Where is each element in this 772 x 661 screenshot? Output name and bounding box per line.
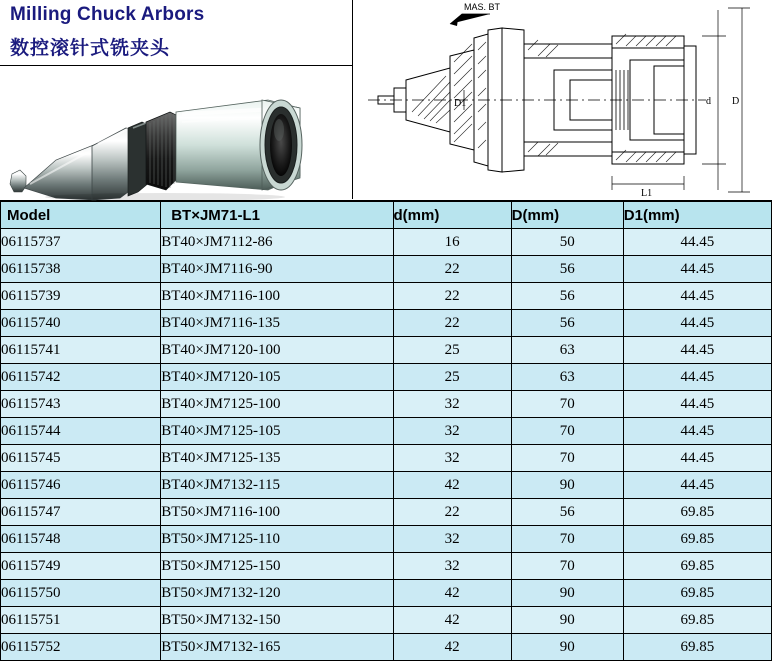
cell-D: 70	[511, 391, 623, 418]
cell-d: 42	[393, 607, 511, 634]
cell-model: 06115738	[1, 256, 161, 283]
cell-D: 56	[511, 283, 623, 310]
table-row	[1, 256, 772, 283]
cell-D: 63	[511, 364, 623, 391]
cell-model: 06115741	[1, 337, 161, 364]
cell-D: 70	[511, 445, 623, 472]
table-row	[1, 526, 772, 553]
cell-D: 70	[511, 553, 623, 580]
label-d1-drawing: D1	[454, 98, 467, 109]
table-row	[1, 472, 772, 499]
cell-D1: 69.85	[623, 526, 771, 553]
cell-D: 90	[511, 472, 623, 499]
cell-spec: BT40×JM7132-115	[161, 472, 393, 499]
cell-D: 56	[511, 499, 623, 526]
cell-model: 06115750	[1, 580, 161, 607]
column-header-D1: D1(mm)	[623, 202, 771, 229]
cell-spec: BT40×JM7120-100	[161, 337, 393, 364]
cell-spec: BT40×JM7112-86	[161, 229, 393, 256]
cell-D1: 69.85	[623, 499, 771, 526]
cell-spec: BT40×JM7125-105	[161, 418, 393, 445]
technical-drawing-image	[354, 0, 772, 199]
technical-drawing	[354, 0, 772, 199]
cell-D1: 44.45	[623, 229, 771, 256]
cell-D1: 44.45	[623, 418, 771, 445]
cell-spec: BT50×JM7125-150	[161, 553, 393, 580]
cell-D: 70	[511, 418, 623, 445]
table-row	[1, 364, 772, 391]
cell-D: 56	[511, 310, 623, 337]
cell-spec: BT50×JM7125-110	[161, 526, 393, 553]
table-row	[1, 283, 772, 310]
cell-spec: BT40×JM7120-105	[161, 364, 393, 391]
specification-table	[0, 201, 772, 661]
product-photo	[0, 66, 353, 199]
table-row	[1, 418, 772, 445]
cell-D1: 44.45	[623, 256, 771, 283]
title-box	[0, 0, 353, 66]
cell-d: 32	[393, 418, 511, 445]
table-row	[1, 310, 772, 337]
table-header-row	[1, 202, 772, 229]
cell-model: 06115749	[1, 553, 161, 580]
column-header-d: d(mm)	[393, 202, 511, 229]
table-row	[1, 391, 772, 418]
cell-d: 25	[393, 364, 511, 391]
cell-model: 06115742	[1, 364, 161, 391]
table-row	[1, 229, 772, 256]
cell-model: 06115739	[1, 283, 161, 310]
cell-D1: 69.85	[623, 580, 771, 607]
table-body	[1, 229, 772, 661]
cell-d: 32	[393, 391, 511, 418]
cell-D: 70	[511, 526, 623, 553]
cell-D1: 44.45	[623, 310, 771, 337]
cell-D1: 44.45	[623, 283, 771, 310]
cell-D1: 44.45	[623, 391, 771, 418]
cell-model: 06115746	[1, 472, 161, 499]
table-row	[1, 580, 772, 607]
cell-D1: 44.45	[623, 472, 771, 499]
cell-model: 06115748	[1, 526, 161, 553]
cell-model: 06115743	[1, 391, 161, 418]
table-row	[1, 553, 772, 580]
cell-D: 90	[511, 580, 623, 607]
cell-model: 06115751	[1, 607, 161, 634]
table-row	[1, 607, 772, 634]
cell-spec: BT50×JM7132-120	[161, 580, 393, 607]
cell-spec: BT50×JM7132-165	[161, 634, 393, 661]
cell-D: 63	[511, 337, 623, 364]
cell-d: 22	[393, 283, 511, 310]
cell-d: 42	[393, 472, 511, 499]
cell-d: 16	[393, 229, 511, 256]
cell-model: 06115745	[1, 445, 161, 472]
cell-spec: BT40×JM7116-90	[161, 256, 393, 283]
cell-D: 90	[511, 607, 623, 634]
cell-d: 22	[393, 310, 511, 337]
label-D-drawing: D	[732, 96, 740, 107]
cell-spec: BT40×JM7125-100	[161, 391, 393, 418]
cell-d: 32	[393, 526, 511, 553]
product-photo-image	[0, 66, 353, 199]
cell-d: 25	[393, 337, 511, 364]
cell-spec: BT40×JM7116-135	[161, 310, 393, 337]
cell-spec: BT50×JM7116-100	[161, 499, 393, 526]
cell-d: 32	[393, 445, 511, 472]
cell-d: 42	[393, 580, 511, 607]
cell-D1: 44.45	[623, 364, 771, 391]
table-row	[1, 499, 772, 526]
column-header-D: D(mm)	[511, 202, 623, 229]
cell-d: 22	[393, 256, 511, 283]
cell-D1: 69.85	[623, 553, 771, 580]
cell-D1: 69.85	[623, 607, 771, 634]
cell-d: 42	[393, 634, 511, 661]
label-mas-bt: MAS. BT	[464, 2, 501, 12]
cell-spec: BT40×JM7125-135	[161, 445, 393, 472]
cell-D: 90	[511, 634, 623, 661]
table-row	[1, 337, 772, 364]
cell-model: 06115744	[1, 418, 161, 445]
cell-D1: 44.45	[623, 337, 771, 364]
page-title-chinese: 数控滚针式铣夹头	[10, 37, 171, 59]
table-row	[1, 634, 772, 661]
cell-model: 06115752	[1, 634, 161, 661]
label-L1-drawing: L1	[641, 188, 653, 199]
cell-model: 06115740	[1, 310, 161, 337]
header-section	[0, 0, 772, 201]
cell-d: 32	[393, 553, 511, 580]
table-row	[1, 445, 772, 472]
cell-spec: BT40×JM7116-100	[161, 283, 393, 310]
cell-d: 22	[393, 499, 511, 526]
cell-model: 06115747	[1, 499, 161, 526]
cell-D1: 44.45	[623, 445, 771, 472]
label-d-drawing: d	[706, 96, 711, 107]
cell-D: 50	[511, 229, 623, 256]
page-title-english: Milling Chuck Arbors	[10, 4, 205, 25]
cell-D1: 69.85	[623, 634, 771, 661]
cell-model: 06115737	[1, 229, 161, 256]
cell-D: 56	[511, 256, 623, 283]
column-header-spec: BT×JM71-L1	[161, 202, 393, 229]
cell-spec: BT50×JM7132-150	[161, 607, 393, 634]
column-header-model: Model	[1, 202, 161, 229]
